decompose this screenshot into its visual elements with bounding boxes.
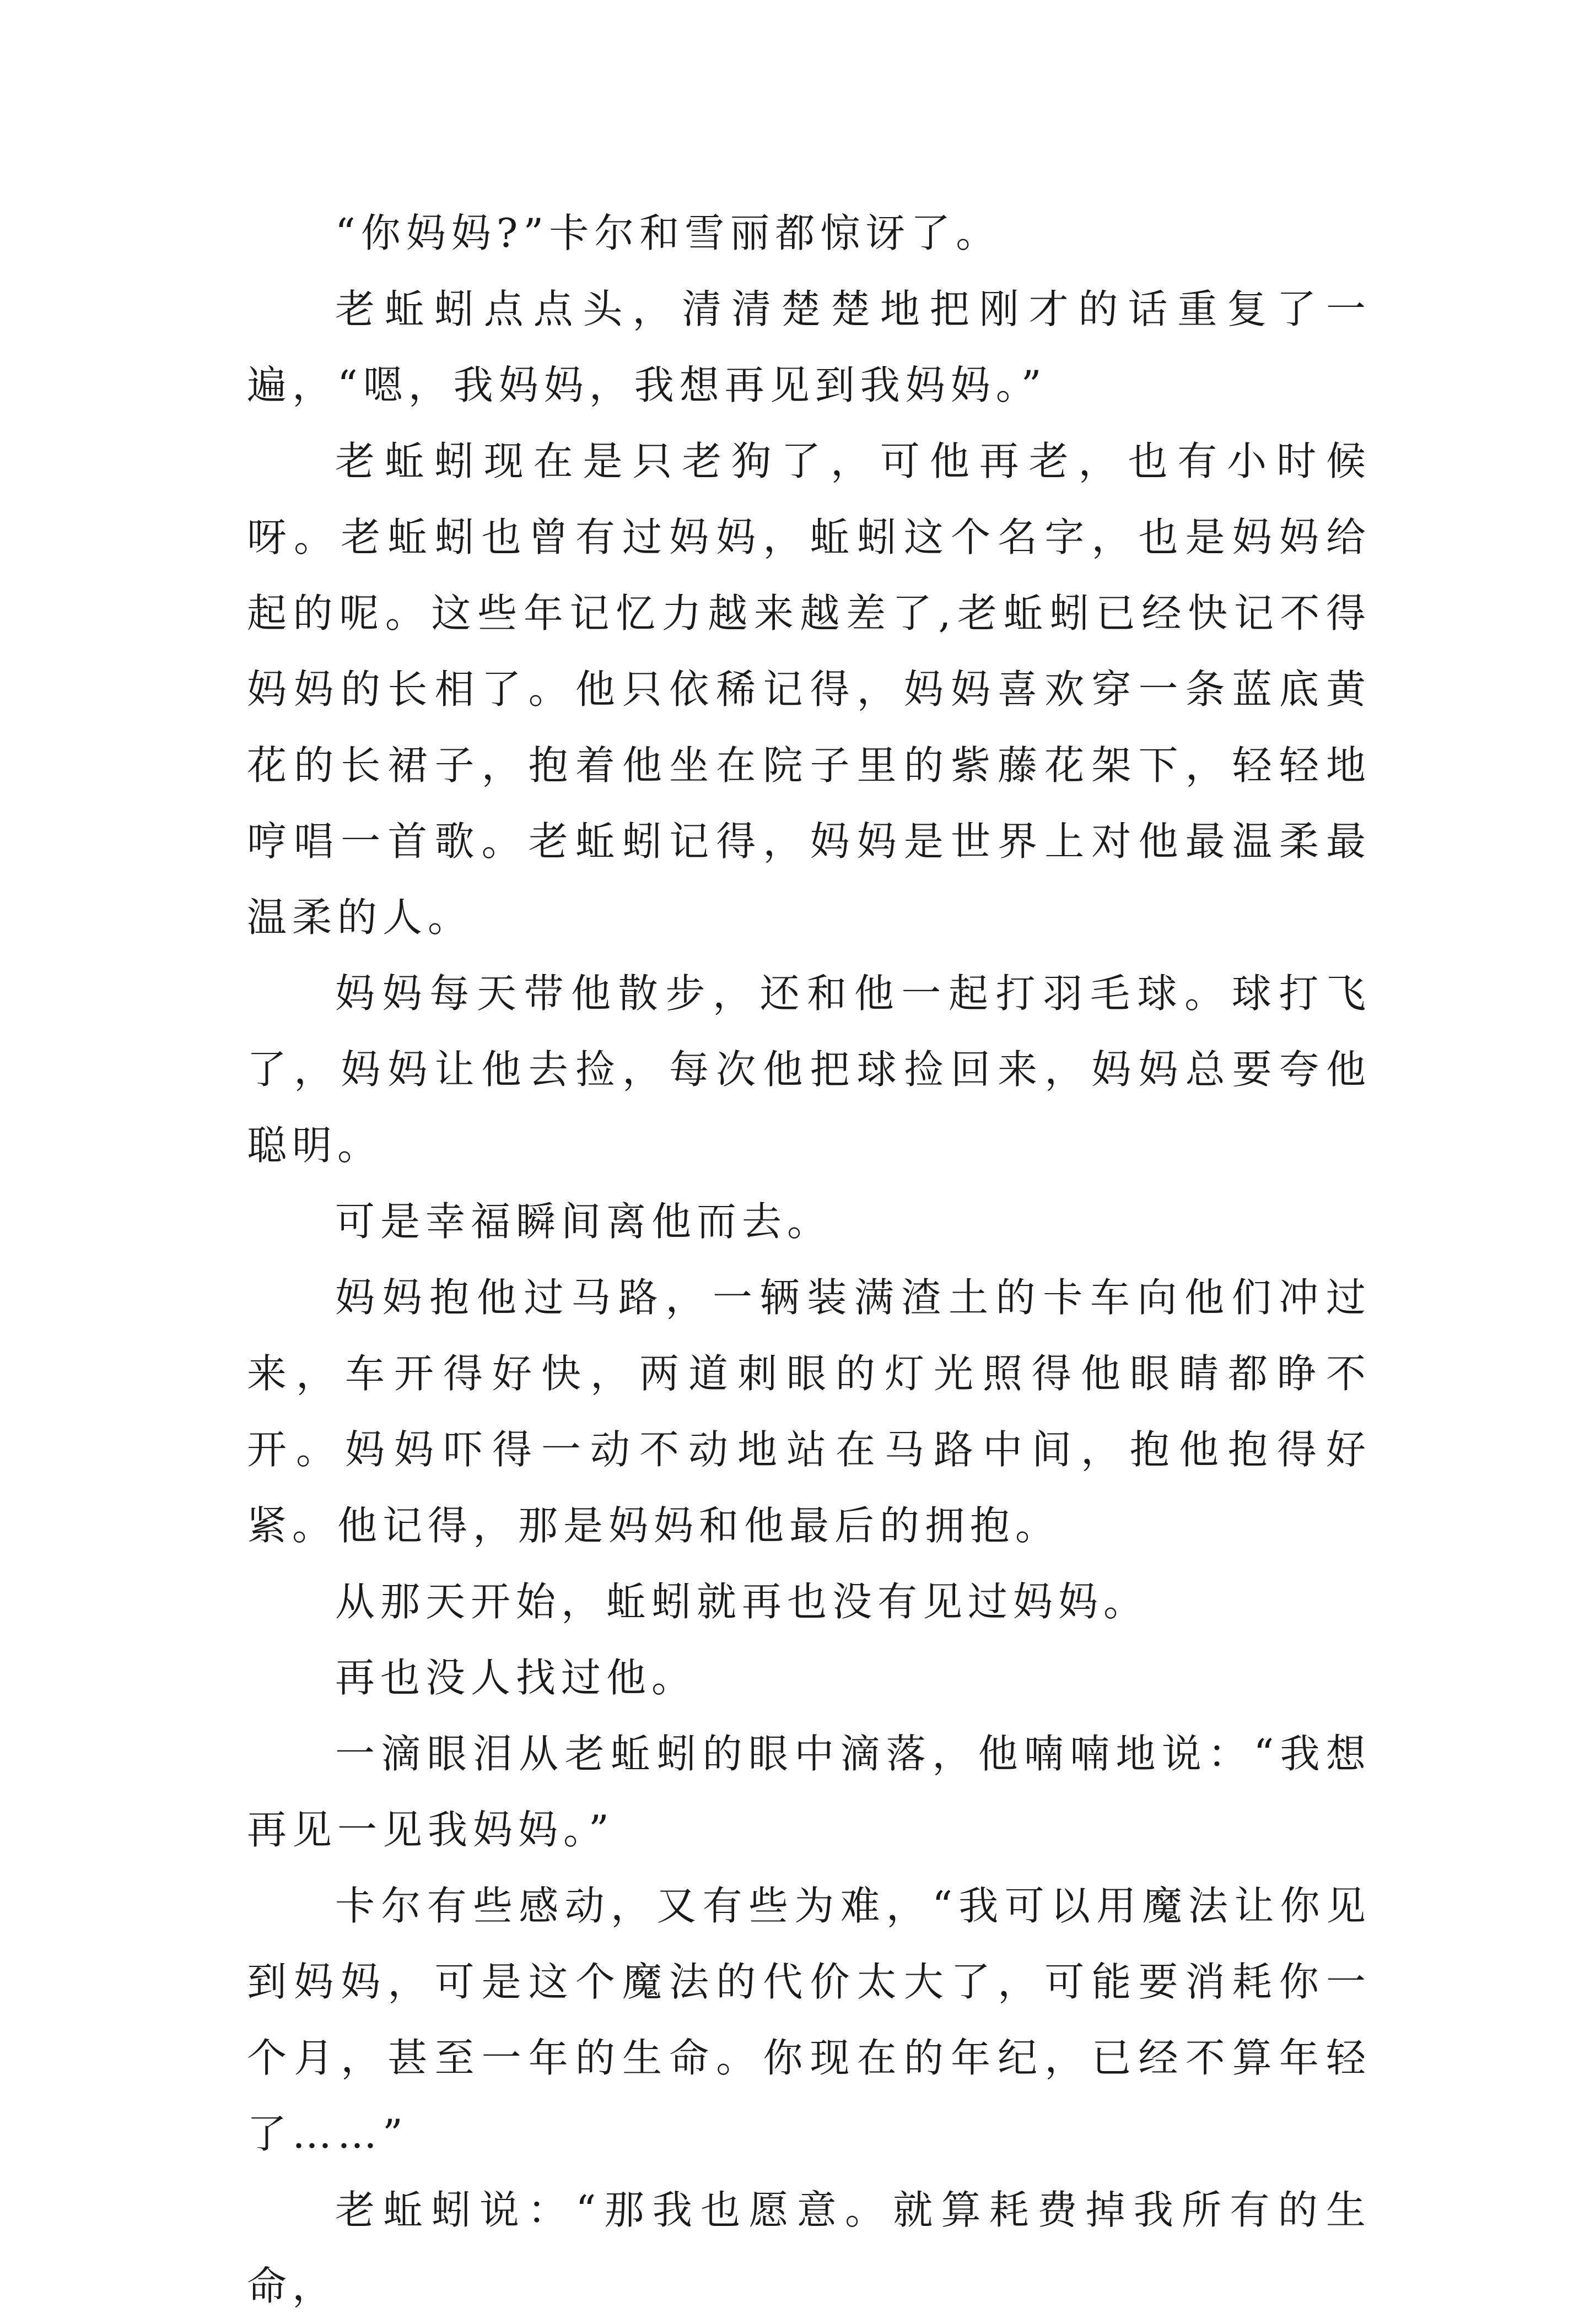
paragraph-11: 老蚯蚓说：“那我也愿意。就算耗费掉我所有的生命， — [247, 2187, 1371, 2309]
paragraph-8: 再也没人找过他。 — [335, 1655, 697, 1701]
paragraph-10: 卡尔有些感动，又有些为难，“我可以用魔法让你见到妈妈，可是这个魔法的代价太大了，可能要消耗你一个月，甚至一年的生命。你现在的年纪，已经不算年轻了……” — [247, 1883, 1371, 2157]
paragraph-7: 从那天开始，蚯蚓就再也没有见过妈妈。 — [335, 1579, 1149, 1625]
paragraph-1: “你妈妈?”卡尔和雪丽都惊讶了。 — [335, 210, 1001, 256]
paragraph-6: 妈妈抱他过马路，一辆装满渣土的卡车向他们冲过来，车开得好快，两道刺眼的灯光照得他眼睛都睁不开。妈妈吓得一动不动地站在马路中间，抱他抱得好紧。他记得，那是妈妈和他最后的拥抱。 — [247, 1274, 1371, 1549]
paragraph-9: 一滴眼泪从老蚯蚓的眼中滴落，他喃喃地说：“我想再见一见我妈妈。” — [247, 1731, 1371, 1853]
paragraph-3: 老蚯蚓现在是只老狗了，可他再老，也有小时候呀。老蚯蚓也曾有过妈妈，蚯蚓这个名字，也是妈妈给起的呢。这些年记忆力越来越差了,老蚯蚓已经快记不得妈妈的长相了。他只依稀记得，妈妈喜欢穿一条蓝底黄花的长裙子，抱着他坐在院子里的紫藤花架下，轻轻地哼唱一首歌。老蚯蚓记得，妈妈是世界上对他最温柔最温柔的人。 — [247, 438, 1371, 941]
story-text — [247, 195, 1371, 2324]
paragraph-2: 老蚯蚓点点头，清清楚楚地把刚才的话重复了一遍，“嗯，我妈妈，我想再见到我妈妈。” — [247, 286, 1371, 408]
paragraph-4: 妈妈每天带他散步，还和他一起打羽毛球。球打飞了，妈妈让他去捡，每次他把球捡回来，妈妈总要夸他聪明。 — [247, 970, 1371, 1169]
paragraph-5: 可是幸福瞬间离他而去。 — [335, 1198, 833, 1245]
